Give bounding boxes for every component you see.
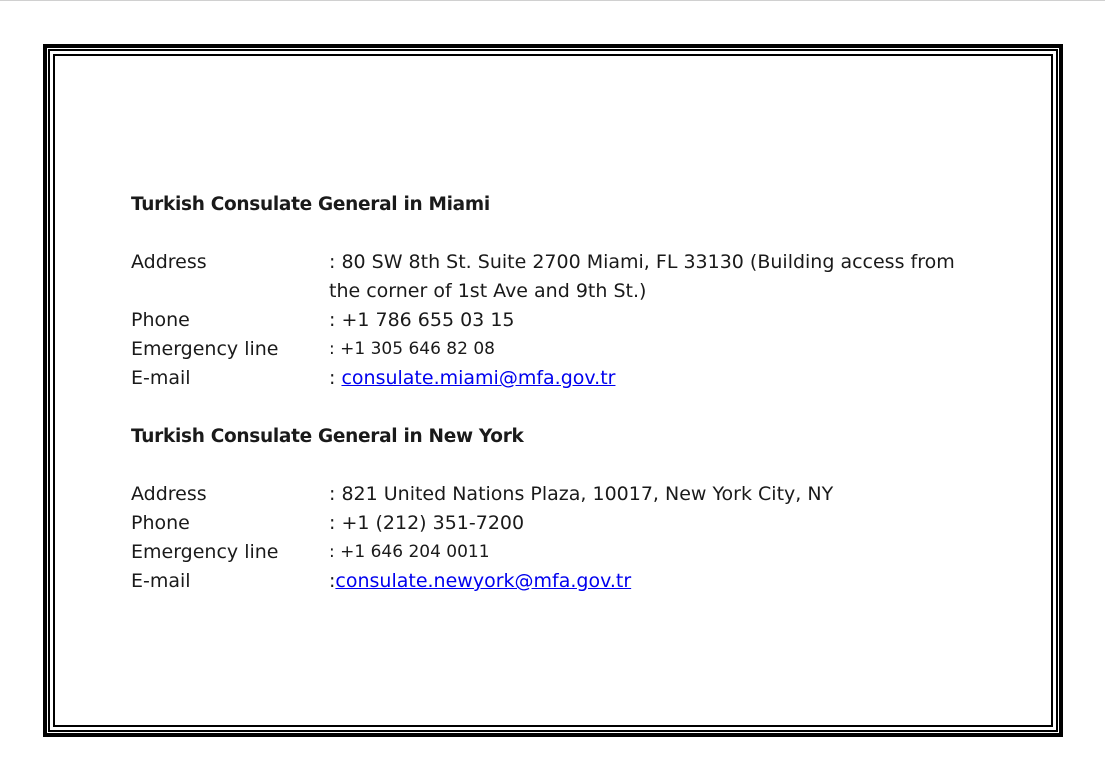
miami-email-label: E-mail	[131, 367, 191, 389]
miami-email-link[interactable]: consulate.miami@mfa.gov.tr	[341, 367, 616, 389]
newyork-heading: Turkish Consulate General in New York	[131, 426, 524, 447]
miami-heading: Turkish Consulate General in Miami	[131, 194, 490, 215]
miami-phone-row	[131, 306, 981, 335]
newyork-emergency-value: : +1 646 204 0011	[329, 542, 490, 562]
newyork-email-link[interactable]: consulate.newyork@mfa.gov.tr	[335, 570, 632, 592]
newyork-phone-value: : +1 (212) 351-7200	[329, 512, 525, 534]
top-divider	[0, 0, 1105, 1]
miami-phone-value: : +1 786 655 03 15	[329, 309, 515, 331]
miami-address-value: : 80 SW 8th St. Suite 2700 Miami, FL 33130 (Building access from the corner of 1st Ave and 9th St.)	[329, 251, 955, 302]
newyork-consulate-section	[131, 422, 981, 596]
newyork-emergency-row	[131, 538, 981, 567]
miami-emergency-label: Emergency line	[131, 338, 279, 360]
miami-email-value-wrap	[329, 364, 981, 393]
newyork-email-row	[131, 567, 981, 596]
newyork-email-prefix: :	[329, 570, 336, 592]
miami-emergency-value: : +1 305 646 82 08	[329, 339, 495, 359]
miami-consulate-section	[131, 190, 981, 393]
newyork-address-value: : 821 United Nations Plaza, 10017, New York City, NY	[329, 483, 834, 505]
miami-email-row	[131, 364, 981, 393]
newyork-emergency-label: Emergency line	[131, 541, 279, 563]
consulate-contact-list	[131, 190, 981, 596]
miami-phone-label: Phone	[131, 309, 190, 331]
newyork-phone-label: Phone	[131, 512, 190, 534]
miami-address-label: Address	[131, 251, 207, 273]
newyork-address-label: Address	[131, 483, 207, 505]
miami-address-row	[131, 248, 981, 306]
miami-emergency-row	[131, 335, 981, 364]
newyork-email-label: E-mail	[131, 570, 191, 592]
newyork-email-value-wrap	[329, 567, 981, 596]
newyork-address-row	[131, 480, 981, 509]
newyork-phone-row	[131, 509, 981, 538]
miami-email-prefix: :	[329, 367, 342, 389]
